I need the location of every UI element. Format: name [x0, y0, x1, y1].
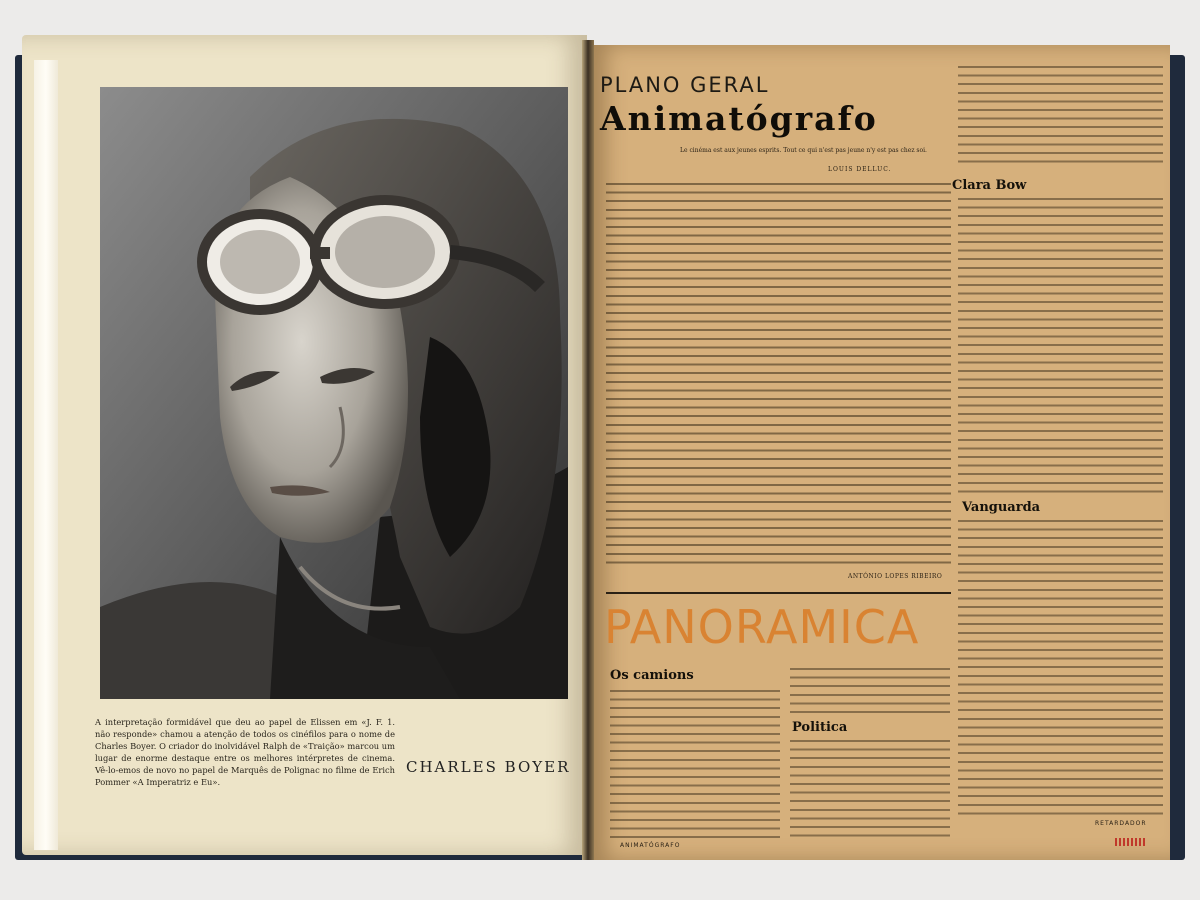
heading-vanguarda: Vanguarda [962, 500, 1041, 515]
portrait-photo [100, 87, 568, 699]
right-column-text-top [958, 66, 1163, 166]
aviator-portrait-image [100, 87, 568, 699]
index-tab-marks [1115, 838, 1147, 846]
editorial-body-text [606, 183, 951, 567]
footer-left: ANIMATÓGRAFO [620, 842, 681, 849]
footer-right: RETARDADOR [1095, 820, 1147, 827]
os-camions-text [610, 690, 780, 840]
clara-bow-text [958, 198, 1163, 493]
photo-caption: A interpretação formidável que deu ao papel de Elissen em «J. F. 1. não responde» chamou a atenção de todos os cinéfilos para o nome de Charles Boyer. O criador do inolvidável Ralph de «Traição» marcou um lugar de enorme destaque entre os melhores intérpretes de cinema. Vê-lo-emos de novo no papel de Marquês de Polignac no filme de Erich Pommer «A Imperatriz e Eu». [95, 717, 396, 787]
heading-clara-bow: Clara Bow [952, 178, 1027, 193]
kicker-title: PLANO GERAL [600, 73, 770, 97]
politica-text [790, 740, 950, 840]
book-gutter [582, 40, 594, 860]
page-stack-edge [34, 60, 58, 850]
section-title: PANORAMICA [604, 600, 920, 654]
magazine-title: Animatógrafo [600, 99, 878, 138]
epigraph: Le cinéma est aux jeunes esprits. Tout ce qui n'est pas jeune n'y est pas chez soi. [680, 147, 927, 154]
epigraph-author: LOUIS DELLUC. [828, 166, 892, 173]
actor-name-label: CHARLES BOYER [406, 758, 571, 776]
middle-column-text-top [790, 668, 950, 716]
section-divider [606, 592, 951, 594]
vanguarda-text [958, 520, 1163, 820]
article-signature: ANTÓNIO LOPES RIBEIRO [848, 573, 943, 580]
heading-politica: Politica [792, 720, 848, 735]
heading-os-camions: Os camions [610, 668, 694, 683]
